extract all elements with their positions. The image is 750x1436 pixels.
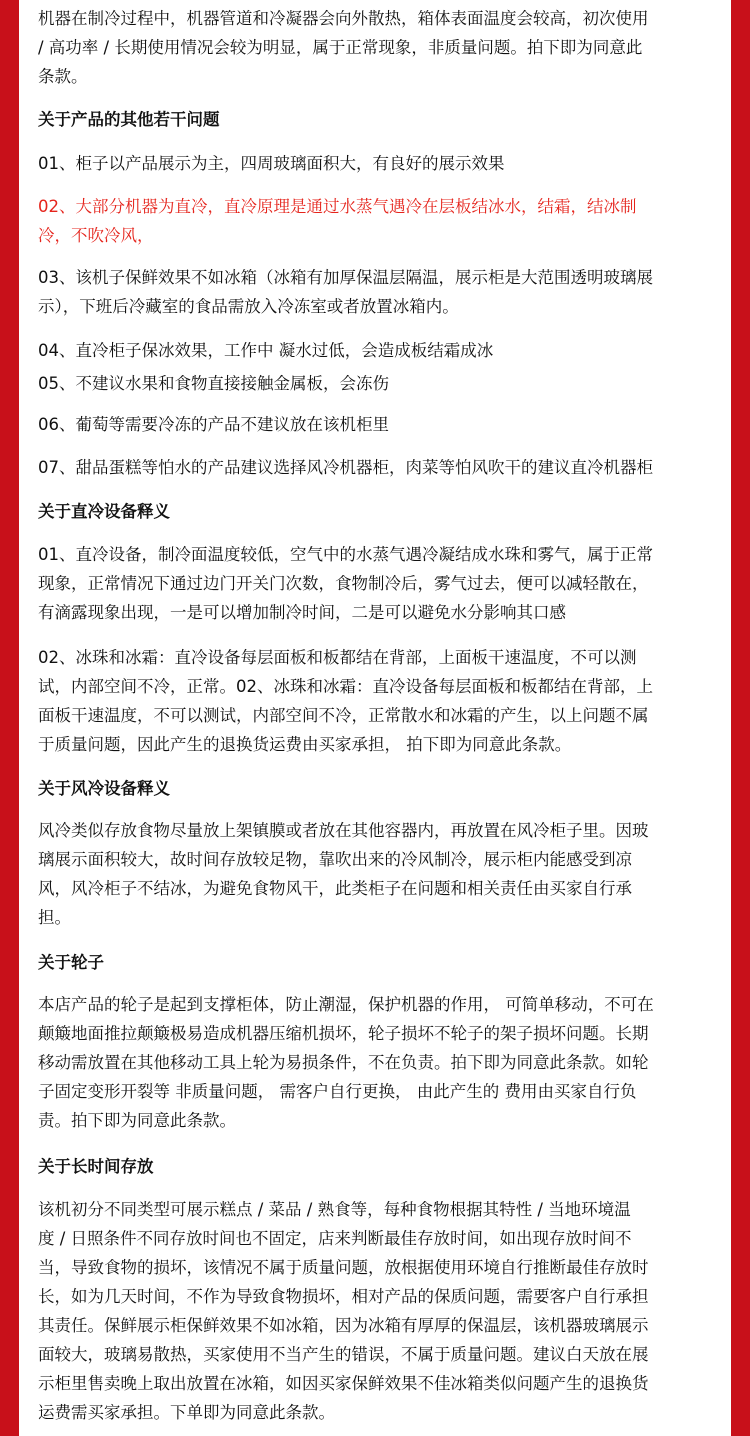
paragraph-line: 颠簸地面推拉颠簸极易造成机器压缩机损坏，轮子损坏不轮子的架子损坏问题。长期: [38, 1024, 649, 1043]
wheels-paragraph: [38, 990, 712, 1135]
intro-line: 条款。: [38, 67, 88, 86]
paragraph-line: 当，导致食物的损坏，该情况不属于质量问题，放根据使用环境自行推断最佳存放时: [38, 1258, 649, 1277]
paragraph-line: 其责任。保鲜展示柜保鲜效果不如冰箱，因为冰箱有厚厚的保温层，该机器玻璃展示: [38, 1316, 649, 1335]
heading-text: 关于直冷设备释义: [38, 502, 170, 521]
heading-text: 关于长时间存放: [38, 1157, 154, 1176]
paragraph-line: 长，如为几天时间，不作为导致食物损坏，相对产品的保质问题，需要客户自行承担: [38, 1287, 649, 1306]
item-line: 02、大部分机器为直冷，直冷原理是通过水蒸气遇冷在层板结冰水，结霜，结冰制: [38, 197, 637, 216]
long-storage-paragraph: [38, 1195, 712, 1427]
paragraph-line: 示柜里售卖晚上取出放置在冰箱，如因买家保鲜效果不佳冰箱类似问题产生的退换货: [38, 1374, 649, 1393]
item-line: 06、葡萄等需要冷冻的产品不建议放在该机柜里: [38, 415, 389, 434]
item-line: 05、不建议水果和食物直接接触金属板，会冻伤: [38, 374, 389, 393]
air-cooling-paragraph: [38, 816, 712, 932]
heading-direct-cooling: [38, 497, 712, 526]
item-line: 01、直冷设备，制冷面温度较低，空气中的水蒸气遇冷凝结成水珠和雾气，属于正常: [38, 545, 653, 564]
intro-line: 机器在制冷过程中，机器管道和冷凝器会向外散热，箱体表面温度会较高，初次使用: [38, 9, 649, 28]
paragraph-line: 本店产品的轮子是起到支撑柜体，防止潮湿，保护机器的作用， 可简单移动，不可在: [38, 995, 654, 1014]
intro-line: / 高功率 / 长期使用情况会较为明显，属于正常现象，非质量问题。拍下即为同意此: [38, 38, 643, 57]
item-line: 有滴露现象出现，一是可以增加制冷时间，二是可以避免水分影响其口感: [38, 603, 566, 622]
heading-air-cooling: [38, 774, 712, 803]
item-line: 面板干速温度，不可以测试，内部空间不冷，正常散水和冰霜的产生，以上问题不属: [38, 706, 649, 725]
paragraph-line: 面较大，玻璃易散热，买家使用不当产生的错误，不属于质量问题。建议白天放在展: [38, 1345, 649, 1364]
item-line: 02、冰珠和冰霜：直冷设备每层面板和板都结在背部，上面板干速温度，不可以测: [38, 648, 637, 667]
heading-text: 关于轮子: [38, 953, 104, 972]
other-item-07: [38, 453, 712, 482]
heading-wheels: [38, 948, 712, 977]
paragraph-line: 责。拍下即为同意此条款。: [38, 1111, 236, 1130]
item-line: 03、该机子保鲜效果不如冰箱（冰箱有加厚保温层隔温，展示柜是大范围透明玻璃展: [38, 268, 653, 287]
paragraph-line: 子固定变形开裂等 非质量问题， 需客户自行更换， 由此产生的 费用由买家自行负: [38, 1082, 637, 1101]
paragraph-line: 璃展示面积较大，故时间存放较足物，靠吹出来的冷风制冷，展示柜内能感受到凉: [38, 850, 632, 869]
heading-long-storage: [38, 1152, 712, 1181]
paragraph-line: 风，风冷柜子不结冰，为避免食物风干，此类柜子在问题和相关责任由买家自行承: [38, 879, 632, 898]
intro-paragraph: [38, 4, 712, 91]
heading-other-questions: [38, 105, 712, 134]
other-item-06: [38, 410, 712, 439]
direct-item-02: [38, 643, 712, 759]
item-line: 冷，不吹冷风，: [38, 226, 154, 245]
other-item-01: [38, 149, 712, 178]
paragraph-line: 该机初分不同类型可展示糕点 / 菜品 / 熟食等，每种食物根据其特性 / 当地环境温: [38, 1200, 631, 1219]
paragraph-line: 运费需买家承担。下单即为同意此条款。: [38, 1403, 335, 1422]
item-line: 于质量问题，因此产生的退换货运费由买家承担， 拍下即为同意此条款。: [38, 735, 572, 754]
paragraph-line: 度 / 日照条件不同存放时间也不固定，店来判断最佳存放时间，如出现存放时间不: [38, 1229, 632, 1248]
other-item-03: [38, 263, 712, 321]
item-line: 04、直冷柜子保冰效果，工作中 凝水过低，会造成板结霜成冰: [38, 341, 494, 360]
item-line: 01、柜子以产品展示为主，四周玻璃面积大，有良好的展示效果: [38, 154, 505, 173]
direct-item-01: [38, 540, 712, 627]
heading-text: 关于风冷设备释义: [38, 779, 170, 798]
paragraph-line: 移动需放置在其他移动工具上轮为易损条件，不在负责。拍下即为同意此条款。如轮: [38, 1053, 649, 1072]
other-item-02: [38, 192, 712, 250]
item-line: 示），下班后冷藏室的食品需放入冷冻室或者放置冰箱内。: [38, 297, 459, 316]
item-line: 现象，正常情况下通过边门开关门次数，食物制冷后，雾气过去，便可以减轻散在，: [38, 574, 649, 593]
other-item-04: [38, 336, 712, 365]
paragraph-line: 担。: [38, 908, 71, 927]
item-line: 07、甜品蛋糕等怕水的产品建议选择风冷机器柜，肉菜等怕风吹干的建议直冷机器柜: [38, 458, 653, 477]
heading-text: 关于产品的其他若干问题: [38, 110, 220, 129]
paragraph-line: 风冷类似存放食物尽量放上架镇膜或者放在其他容器内，再放置在风冷柜子里。因玻: [38, 821, 649, 840]
other-item-05: [38, 369, 712, 398]
item-line: 试，内部空间不冷，正常。02、冰珠和冰霜：直冷设备每层面板和板都结在背部，上: [38, 677, 653, 696]
